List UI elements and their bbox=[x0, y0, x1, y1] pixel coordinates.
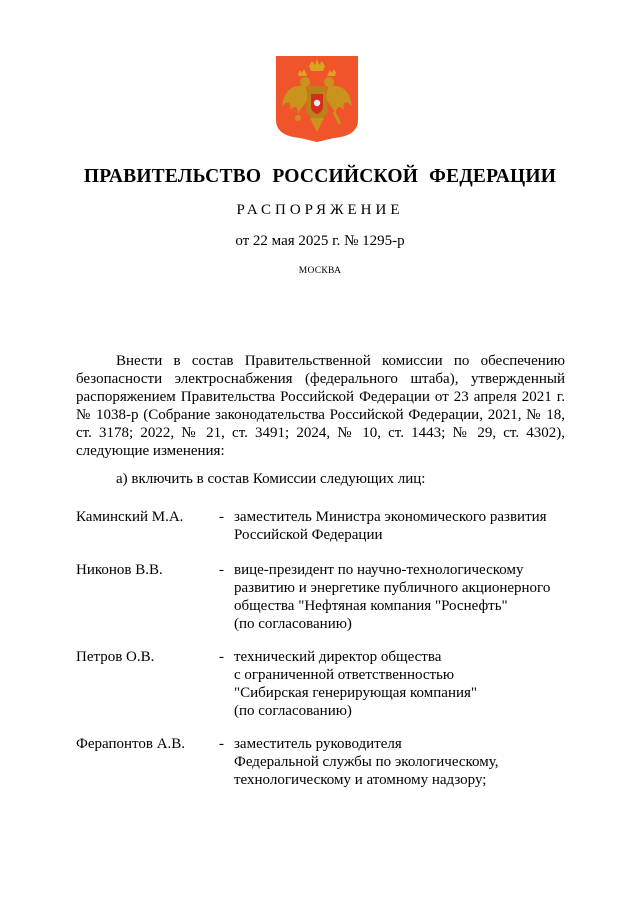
role-line: вице-президент по научно-технологическому bbox=[234, 562, 524, 578]
intro-paragraph bbox=[76, 352, 565, 460]
role-line: развитию и энергетике публичного акционерного bbox=[234, 580, 551, 596]
member-dash: - bbox=[219, 562, 224, 578]
role-line: заместитель Министра экономического развития bbox=[234, 509, 547, 525]
role-line: заместитель руководителя bbox=[234, 736, 402, 752]
paragraph-line: ст. 3178; 2022, № 21, ст. 3491; 2024, № 10, ст. 1443; № 29, ст. 4302), bbox=[76, 425, 565, 441]
role-line: (по согласованию) bbox=[234, 703, 352, 719]
member-name: Каминский М.А. bbox=[76, 509, 184, 525]
member-dash: - bbox=[219, 649, 224, 665]
member-role bbox=[234, 561, 550, 633]
member-name: Ферапонтов А.В. bbox=[76, 736, 186, 752]
member-name: Никонов В.В. bbox=[76, 562, 163, 578]
member-name: Петров О.В. bbox=[76, 649, 155, 665]
item-a: а) включить в состав Комиссии следующих лиц: bbox=[116, 471, 426, 487]
paragraph-line: безопасности электроснабжения (федерального штаба), утвержденный bbox=[76, 371, 565, 387]
paragraph-line: распоряжением Правительства Российской Федерации от 23 апреля 2021 г. bbox=[76, 389, 565, 405]
paragraph-line: № 1038-р (Собрание законодательства Российской Федерации, 2021, № 18, bbox=[76, 407, 565, 423]
document-date-number: от 22 мая 2025 г. № 1295-р bbox=[235, 233, 405, 249]
role-line: (по согласованию) bbox=[234, 616, 352, 632]
russian-coat-of-arms-icon bbox=[276, 56, 358, 142]
document-city: МОСКВА bbox=[298, 266, 342, 276]
role-line: с ограниченной ответственностью bbox=[234, 667, 455, 683]
role-line: общества "Нефтяная компания "Роснефть" bbox=[234, 598, 508, 614]
paragraph-line: следующие изменения: bbox=[76, 443, 225, 459]
member-dash: - bbox=[219, 736, 224, 752]
role-line: "Сибирская генерирующая компания" bbox=[234, 685, 478, 701]
member-role bbox=[234, 648, 477, 720]
government-title: ПРАВИТЕЛЬСТВО РОССИЙСКОЙ ФЕДЕРАЦИИ bbox=[83, 166, 557, 187]
role-line: Российской Федерации bbox=[234, 527, 383, 543]
document-type: РАСПОРЯЖЕНИЕ bbox=[236, 202, 404, 218]
member-role bbox=[234, 508, 547, 544]
role-line: Федеральной службы по экологическому, bbox=[234, 754, 499, 770]
role-line: технический директор общества bbox=[234, 649, 442, 665]
paragraph-line: Внести в состав Правительственной комиссии по обеспечению bbox=[116, 353, 565, 369]
member-role bbox=[234, 735, 499, 789]
member-dash: - bbox=[219, 509, 224, 525]
role-line: технологическому и атомному надзору; bbox=[234, 772, 487, 788]
